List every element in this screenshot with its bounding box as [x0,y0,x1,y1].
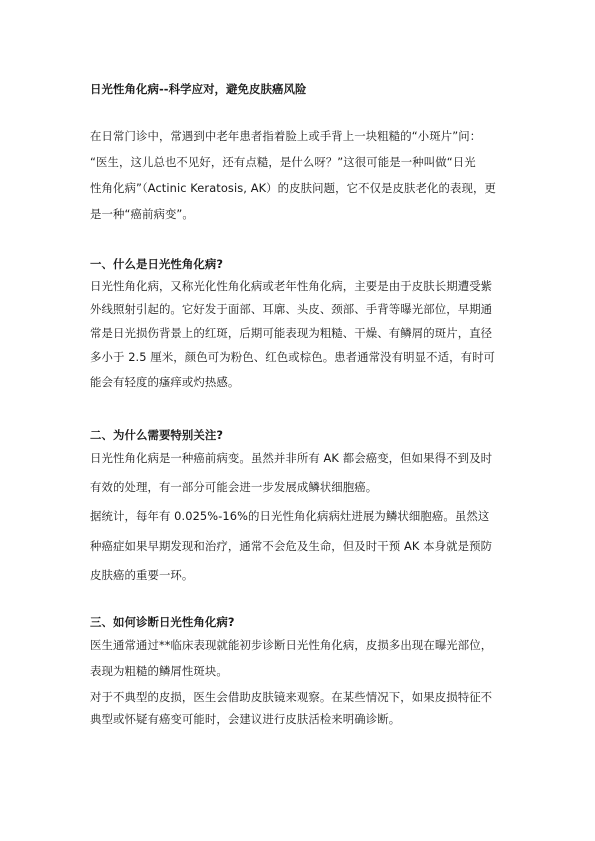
intro-line: “医生，这儿总也不见好，还有点糙，是什么呀？”这很可能是一种叫做“日光 [90,155,476,169]
section-line: 医生通常通过**临床表现就能初步诊断日光性角化病，皮损多出现在曝光部位， [90,638,493,652]
section-line: 多小于 2.5 厘米，颜色可为粉色、红色或棕色。患者通常没有明显不适，有时可 [90,350,496,364]
section-line: 对于不典型的皮损，医生会借助皮肤镜来观察。在某些情况下，如果皮损特征不 [90,690,493,704]
section-line: 外线照射引起的。它好发于面部、耳廓、头皮、颈部、手背等曝光部位，早期通 [90,302,493,316]
section-line: 皮肤癌的重要一环。 [90,568,194,582]
intro-line: 在日常门诊中，常遇到中老年患者指着脸上或手背上一块粗糙的“小斑片”问： [90,129,482,143]
section-line: 常是日光损伤背景上的红斑，后期可能表现为粗糙、干燥、有鳞屑的斑片，直径 [90,326,493,340]
section-line: 表现为粗糙的鳞屑性斑块。 [90,664,228,678]
section-line: 种癌症如果早期发现和治疗，通常不会危及生命，但及时干预 AK 本身就是预防 [90,539,493,553]
section-line: 日光性角化病是一种癌前病变。虽然并非所有 AK 都会癌变，但如果得不到及时 [90,451,493,465]
section-heading: 一、什么是日光性角化病? [90,257,224,271]
intro-line: 性角化病”（Actinic Keratosis, AK）的皮肤问题，它不仅是皮肤老化的表现，更 [90,181,496,195]
section-line: 日光性角化病，又称光化性角化病或老年性角化病，主要是由于皮肤长期遭受紫 [90,279,493,293]
section-line: 有效的处理，有一部分可能会进一步发展成鳞状细胞癌。 [90,480,378,494]
section-line: 典型或怀疑有癌变可能时，会建议进行皮肤活检来明确诊断。 [90,712,401,726]
document-title: 日光性角化病--科学应对，避免皮肤癌风险 [90,82,307,96]
section-line: 据统计，每年有 0.025%-16%的日光性角化病病灶进展为鳞状细胞癌。虽然这 [90,509,490,523]
section-heading: 二、为什么需要特别关注? [90,428,224,442]
section-heading: 三、如何诊断日光性角化病? [90,615,235,629]
intro-line: 是一种“癌前病变”。 [90,207,194,221]
section-line: 能会有轻度的瘙痒或灼热感。 [90,375,240,389]
